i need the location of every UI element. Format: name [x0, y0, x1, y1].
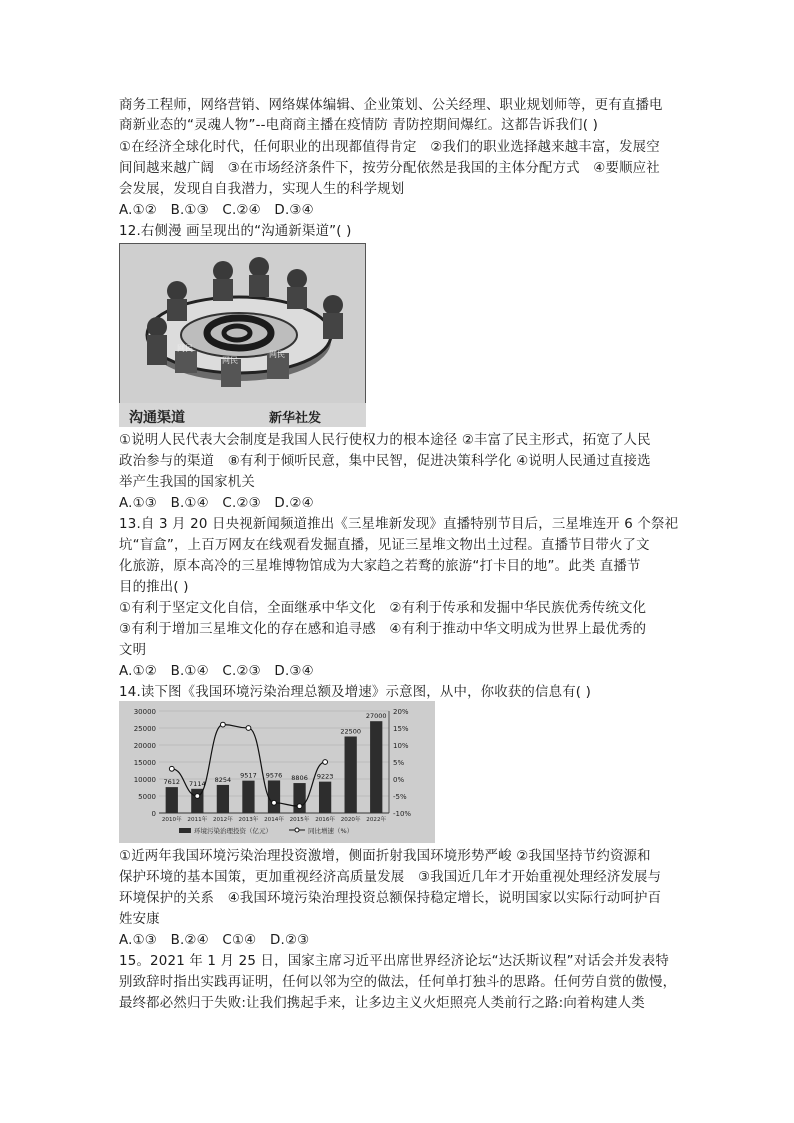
x-tick: 2013年: [238, 817, 259, 823]
q12-line-1: ①说明人民代表大会制度是我国人民行使权力的根本途径 ②丰富了民主形式，拓宽了人民: [119, 433, 651, 448]
x-tick: 2022年: [366, 817, 387, 823]
cartoon-caption-right: 新华社发: [269, 411, 322, 426]
x-tick: 2014年: [264, 817, 284, 823]
bar: [268, 780, 280, 813]
cartoon-caption-left: 沟通渠道: [129, 410, 185, 426]
x-tick: 2020年: [340, 817, 361, 823]
q15-line-3: 最终都必然归于失败:让我们携起手来，让多边主义火炬照亮人类前行之路:向着构建人类: [119, 996, 645, 1011]
y-right-tick: 15%: [393, 725, 409, 733]
y-left-tick: 15000: [133, 759, 156, 767]
q11-line-4: 间间越来越广阔 ③在市场经济条件下，按劳分配依然是我国的主体分配方式 ④要顺应社: [119, 161, 660, 176]
q14-stem: 14.读下图《我国环境污染治理总额及增速》示意图，从中，你收获的信息有( ): [119, 685, 592, 700]
x-tick: 2011年: [187, 817, 208, 823]
cartoon-label-2: 网民: [222, 356, 238, 365]
q12-line-2: 政治参与的渠道 ⑧有利于倾听民意，集中民智，促进决策科学化 ④说明人民通过直接选: [119, 454, 651, 469]
q13-options: A.①② B.①④ C.②③ D.③④: [119, 664, 314, 679]
legend-bar-label: 环境污染治理投资（亿元）: [194, 827, 272, 835]
q15-line-1: 15。2021 年 1 月 25 日，国家主席习近平出席世界经济论坛“达沃斯议程”对话会并发表特: [119, 954, 669, 969]
bar: [242, 781, 254, 813]
y-left-tick: 30000: [133, 708, 156, 716]
cartoon-image: [119, 243, 366, 427]
y-right-tick: 20%: [393, 708, 409, 716]
x-tick: 2016年: [315, 817, 336, 823]
data-label: 8254: [214, 775, 232, 784]
bar: [217, 785, 229, 813]
q14-line-4: 姓安康: [119, 912, 160, 927]
data-label: 9517: [240, 771, 257, 780]
y-left-tick: 0: [151, 810, 156, 818]
data-label: 9223: [316, 772, 334, 781]
growth-point: [169, 766, 174, 771]
legend-line-label: 同比增速（%）: [308, 827, 354, 835]
q14-line-3: 环境保护的关系 ④我国环境污染治理投资总额保持稳定增长，说明国家以实际行动呵护百: [119, 891, 662, 906]
y-left-tick: 20000: [133, 742, 156, 750]
q13-line-4: 目的推出( ): [119, 580, 189, 595]
growth-point: [195, 794, 200, 799]
q11-line-1: 商务工程师，网络营销、网络媒体编辑、企业策划、公关经理、职业规划师等，更有直播电: [119, 98, 663, 113]
q11-line-3: ①在经济全球化时代，任何职业的出现都值得肯定 ②我们的职业选择越来越丰富，发展空: [119, 140, 660, 155]
q13-line-1: 13.自 3 月 20 日央视新闻频道推出《三星堆新发现》直播特别节目后，三星堆连开 6 个祭祀: [119, 517, 679, 532]
y-right-tick: 0%: [393, 776, 405, 784]
growth-point: [323, 760, 328, 765]
bar: [166, 787, 178, 813]
y-left-tick: 25000: [133, 725, 156, 733]
legend-bar-swatch: [179, 828, 191, 833]
legend-line-marker: [295, 828, 299, 832]
cartoon-label-1: 网民: [177, 344, 193, 353]
pollution-chart: [119, 701, 435, 843]
y-right-tick: 5%: [393, 759, 405, 767]
growth-point: [220, 722, 225, 727]
bar: [319, 782, 331, 813]
q13-line-3: 化旅游，原本高冷的三星堆博物馆成为大家趋之若鹜的旅游“打卡目的地”。此类 直播节: [119, 559, 641, 574]
q11-line-2: 商新业态的“灵魂人物”--电商商主播在疫情防 青防控期间爆红。这都告诉我们( ): [119, 118, 598, 133]
q15-line-2: 别致辞时指出实践再证明，任何以邻为空的做法，任何单打独斗的思路。任何劳自赏的傲慢，: [119, 975, 677, 990]
data-label: 8806: [291, 774, 308, 783]
q12-line-3: 举产生我国的国家机关: [119, 475, 255, 490]
data-label: 9576: [265, 771, 283, 780]
x-tick: 2010年: [161, 817, 182, 823]
q14-options: A.①③ B.②④ C①④ D.②③: [119, 933, 310, 948]
x-tick: 2015年: [289, 817, 310, 823]
y-left-tick: 10000: [133, 776, 156, 784]
data-label: 7114: [189, 779, 206, 788]
q12-stem: 12.右侧漫 画呈现出的“沟通新渠道”( ): [119, 224, 352, 239]
growth-point: [272, 800, 277, 805]
y-right-tick: -10%: [393, 810, 412, 818]
x-tick: 2012年: [212, 817, 233, 823]
bar: [370, 721, 382, 813]
data-label: 22500: [340, 727, 362, 736]
y-left-tick: 5000: [138, 793, 156, 801]
q13-line-5: ①有利于坚定文化自信，全面继承中华文化 ②有利于传承和发掘中华民族优秀传统文化: [119, 601, 647, 616]
data-label: 7612: [163, 778, 181, 787]
data-label: 27000: [365, 712, 387, 721]
q14-line-2: 保护环境的基本国策，更加重视经济高质量发展 ③我国近几年才开始重视处理经济发展与: [119, 870, 662, 885]
q13-line-6: ③有利于增加三星堆文化的存在感和追寻感 ④有利于推动中华文明成为世界上最优秀的: [119, 622, 647, 637]
q13-line-7: 文明: [119, 643, 147, 658]
cartoon-label-3: 网民: [269, 350, 285, 359]
y-right-tick: 10%: [393, 742, 409, 750]
bar: [345, 737, 357, 814]
q12-options: A.①③ B.①④ C.②③ D.②④: [119, 496, 314, 511]
chart-svg: [119, 701, 435, 843]
y-right-tick: -5%: [393, 793, 407, 801]
q14-line-1: ①近两年我国环境污染治理投资激增，侧面折射我国环境形势严峻 ②我国坚持节约资源和: [119, 849, 651, 864]
growth-point: [297, 804, 302, 809]
q11-options: A.①② B.①③ C.②④ D.③④: [119, 203, 314, 218]
growth-point: [246, 726, 251, 731]
q11-line-5: 会发展，发现自自我潜力，实现人生的科学规划: [119, 182, 405, 197]
q13-line-2: 坑“盲盒”，上百万网友在线观看发掘直播，见证三星堆文物出土过程。直播节目带火了文: [119, 538, 650, 553]
